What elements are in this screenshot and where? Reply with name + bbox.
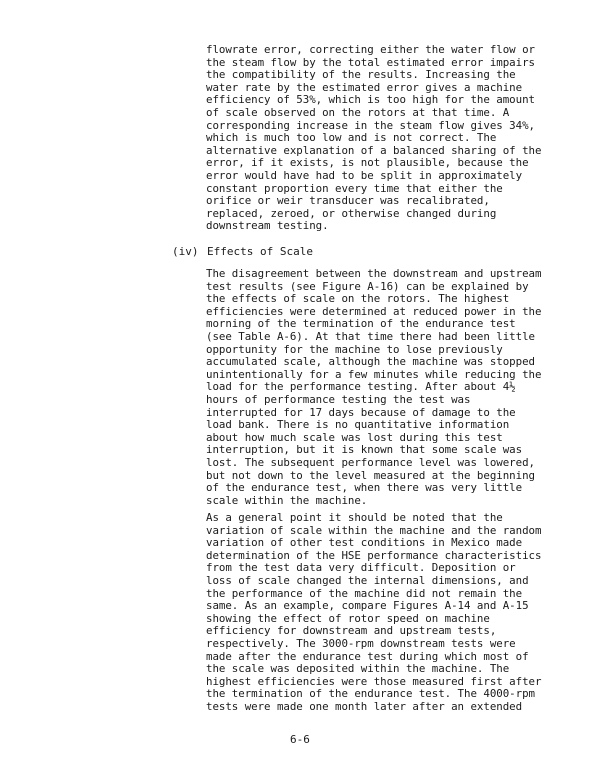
text-line: accumulated scale, although the machine was stopped [206,355,535,369]
section-title: Effects of Scale [207,245,313,258]
text-line: the performance of the machine did not remain the [206,586,523,600]
text-line: highest efficiencies were those measured first after [206,674,542,688]
text-line: variation of other test conditions in Mexico made [206,536,523,550]
text-line: corresponding increase in the steam flow gives 34%, [206,118,535,132]
text-line: loss of scale changed the internal dimensions, and [206,573,529,587]
text-line: interruption, but it is known that some scale was [206,443,523,457]
text-line: from the test data very difficult. Deposition or [206,561,516,575]
text-line: error would have had to be split in approximately [206,168,523,182]
text-line: test results (see Figure A-16) can be explained by [206,279,529,293]
text-line: alternative explanation of a balanced sharing of the [206,143,542,157]
text-line: but not down to the level measured at the beginning [206,468,535,482]
text-line: of the endurance test, when there was very little [206,481,523,495]
paragraph-general-point [206,511,542,714]
paragraph-flowrate-error [206,43,542,233]
text-line: unintentionally for a few minutes while reducing the [206,367,542,381]
text-line: efficiency of 53%, which is too high for the amount [206,93,535,107]
text-line: variation of scale within the machine and the random [206,523,542,537]
text-line: downstream testing. [206,219,329,233]
text-line: tests were made one month later after an extended [206,699,523,713]
text-line: The disagreement between the downstream and upstream [206,267,542,280]
text-line: replaced, zeroed, or otherwise changed during [206,206,497,220]
text-line: efficiency for downstream and upstream tests, [206,624,497,638]
text-line: determination of the HSE performance characteristics [206,548,542,562]
text-line: As a general point it should be noted that the [206,511,503,524]
text-line: same. As an example, compare Figures A-14 and A-15 [206,599,529,613]
text-line: morning of the termination of the endurance test [206,317,516,331]
text-line: about how much scale was lost during this test [206,430,503,444]
text-line: respectively. The 3000-rpm downstream tests were [206,636,516,650]
text-line: which is much too low and is not correct. The [206,131,497,145]
text-line: (see Table A-6). At that time there had been little [206,329,535,343]
paragraph-effects-of-scale [206,267,542,507]
text-line: load bank. There is no quantitative information [206,418,510,432]
text-line: constant proportion every time that either the [206,181,503,195]
text-line: the steam flow by the total estimated error impairs [206,55,535,69]
text-line: orifice or weir transducer was recalibrated, [206,194,490,208]
text-line: showing the effect of rotor speed on machine [206,611,490,625]
page-number: 6-6 [290,733,310,746]
text-line: lost. The subsequent performance level was lowered, [206,455,535,469]
text-line: efficiencies were determined at reduced power in the [206,304,542,318]
text-line: load for the performance testing. After about 4½ [206,380,516,394]
text-line: made after the endurance test during which most of [206,649,529,663]
text-line: hours of performance testing the test was [206,392,471,406]
text-line: the effects of scale on the rotors. The highest [206,292,510,306]
text-line: water rate by the estimated error gives a machine [206,80,523,94]
section-number: (iv) [172,245,199,258]
text-line: interrupted for 17 days because of damage to the [206,405,516,419]
text-line: the termination of the endurance test. The 4000-rpm [206,687,535,701]
text-line: opportunity for the machine to lose previously [206,342,503,356]
text-line: scale within the machine. [206,493,368,507]
text-line: the scale was deposited within the machine. The [206,662,510,676]
text-line: the compatibility of the results. Increasing the [206,68,516,82]
text-line: flowrate error, correcting either the water flow or [206,43,535,56]
text-line: of scale observed on the rotors at that time. A [206,105,510,119]
text-line: error, if it exists, is not plausible, because the [206,156,529,170]
